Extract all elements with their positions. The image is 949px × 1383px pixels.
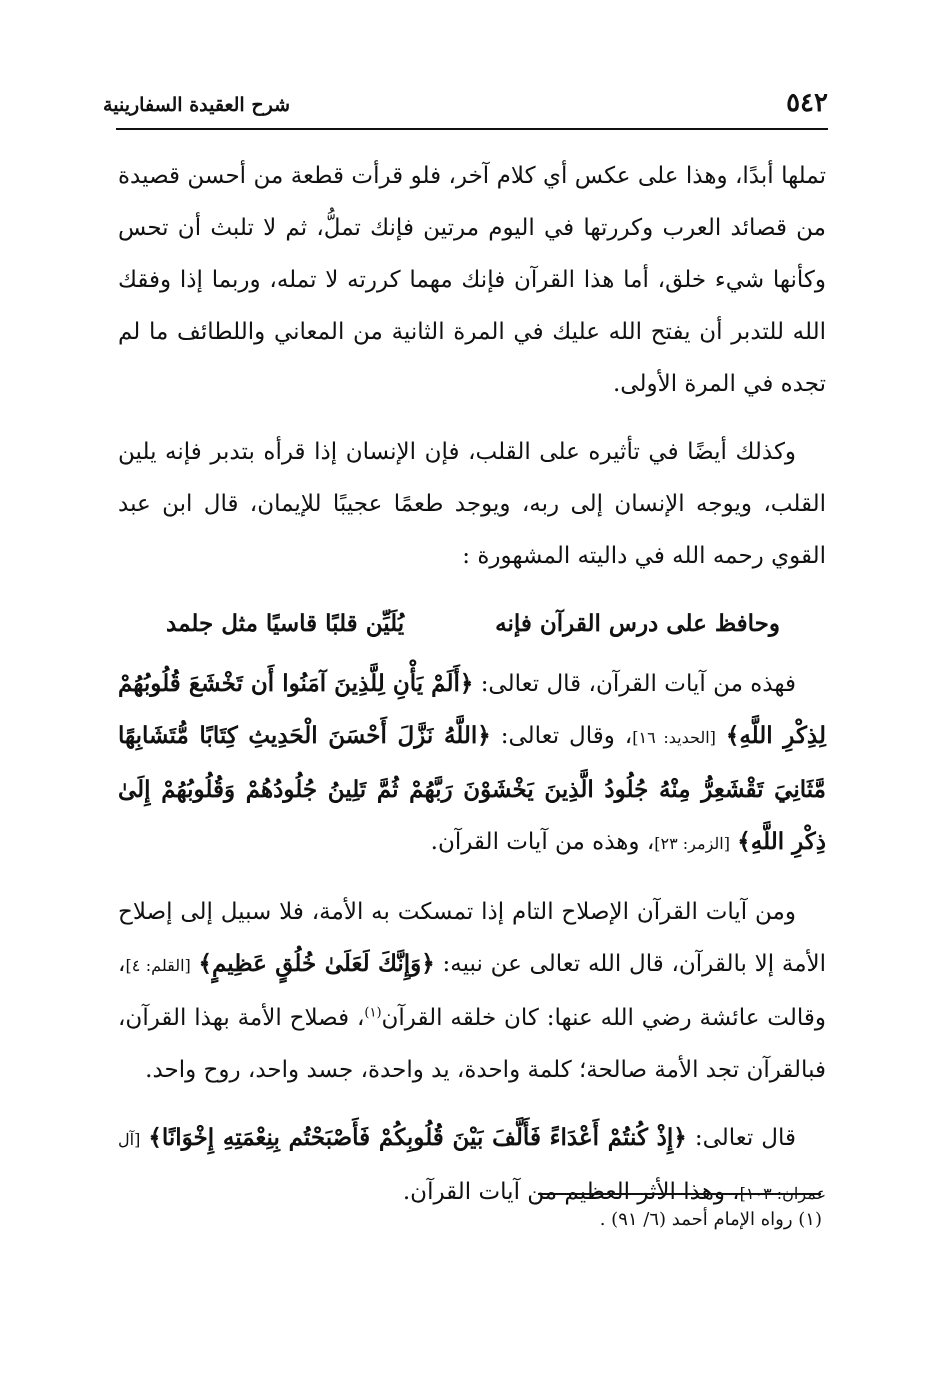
paragraph-5-end: ، وهذا الأثر العظيم من آيات القرآن. — [402, 1179, 740, 1205]
verse-first-hemistich: وحافظ على درس القرآن فإنه — [495, 610, 780, 637]
paragraph-3-intro: فهذه من آيات القرآن، قال تعالى: — [480, 671, 796, 697]
verse-citation: [القلم: ٤] — [125, 956, 191, 975]
verse-citation: [آل عمران: ١٠٣] — [118, 1130, 826, 1203]
verse-citation: [الحديد: ١٦] — [632, 728, 716, 747]
quran-verse: ﴿وَإِنَّكَ لَعَلَىٰ خُلُقٍ عَظِيمٍ﴾ — [198, 950, 435, 977]
header-divider — [116, 128, 828, 130]
verse-citation: [الزمر: ٢٣] — [654, 834, 730, 853]
quran-verse: ﴿إِذْ كُنتُمْ أَعْدَاءً فَأَلَّفَ بَيْنَ قُلُوبِكُمْ فَأَصْبَحْتُم بِنِعْمَتِهِ إِخْوَانًا﴾ — [148, 1124, 687, 1151]
poetry-verse — [118, 598, 826, 650]
paragraph-2: وكذلك أيضًا في تأثيره على القلب، فإن الإنسان إذا قرأه بتدبر فإنه يلين القلب، ويوجه الإنسان إلى ربه، ويوجد طعمًا عجيبًا للإيمان، قال ابن عبد القوي رحمه الله في داليته المشهورة : — [118, 439, 826, 569]
running-title: شرح العقيدة السفارينية — [103, 94, 290, 116]
paragraph-3-mid: ، وقال تعالى: — [500, 723, 633, 749]
paragraph-3-end: ، وهذه من آيات القرآن. — [430, 829, 655, 855]
paragraph-4-start: ومن آيات القرآن الإصلاح التام إذا تمسكت به الأمة، فلا سبيل إلى إصلاح الأمة إلا بالقرآن، قال الله تعالى عن نبيه: — [118, 899, 827, 977]
paragraph-5 — [118, 1112, 826, 1220]
paragraph-4-end: ، فصلاح الأمة بهذا القرآن، فبالقرآن تجد الأمة صالحة؛ كلمة واحدة، يد واحدة، جسد واحد، روح واحد. — [118, 1005, 826, 1083]
paragraph-5-intro: قال تعالى: — [694, 1125, 797, 1151]
paragraph-4-middle: ، وقالت عائشة رضي الله عنها: كان خلقه القرآن — [118, 951, 826, 1031]
page-number: ٥٤٢ — [786, 88, 828, 118]
quran-verse: ﴿أَلَمْ يَأْنِ لِلَّذِينَ آمَنُوا أَن تَخْشَعَ قُلُوبُهُمْ لِذِكْرِ اللَّهِ﴾ — [118, 670, 827, 749]
paragraph-4 — [118, 886, 826, 1096]
main-text — [118, 150, 826, 1236]
paragraph-3 — [118, 658, 826, 870]
footnote-divider — [538, 1193, 821, 1195]
paragraph-1: تملها أبدًا، وهذا على عكس أي كلام آخر، فلو قرأت قطعة من أحسن قصيدة من قصائد العرب وكررتها في اليوم مرتين فإنك تملُّ، ثم لا تلبث أن تحس وكأنها شيء خلق، أما هذا القرآن فإنك مهما كررته لا تمله، وربما إذا وفقك الله للتدبر أن يفتح الله عليك في المرة الثانية من المعاني واللطائف ما لم تجده في المرة الأولى. — [118, 163, 826, 397]
footnote-reference[interactable]: (١) — [364, 1005, 382, 1021]
page-header — [103, 88, 828, 128]
verse-second-hemistich: يُلَيِّن قلبًا قاسيًا مثل جلمد — [166, 610, 405, 637]
footnote: (١) رواه الإمام أحمد (٦/ ٩١) . — [599, 1209, 822, 1230]
quran-verse: ﴿اللَّهُ نَزَّلَ أَحْسَنَ الْحَدِيثِ كِتَابًا مُّتَشَابِهًا مَّثَانِيَ تَقْشَعِرُّ مِنْهُ جُلُودُ الَّذِينَ يَخْشَوْنَ رَبَّهُمْ ثُمَّ تَلِينُ جُلُودُهُمْ وَقُلُوبُهُمْ إِلَىٰ ذِكْرِ اللَّهِ﴾ — [118, 722, 826, 855]
